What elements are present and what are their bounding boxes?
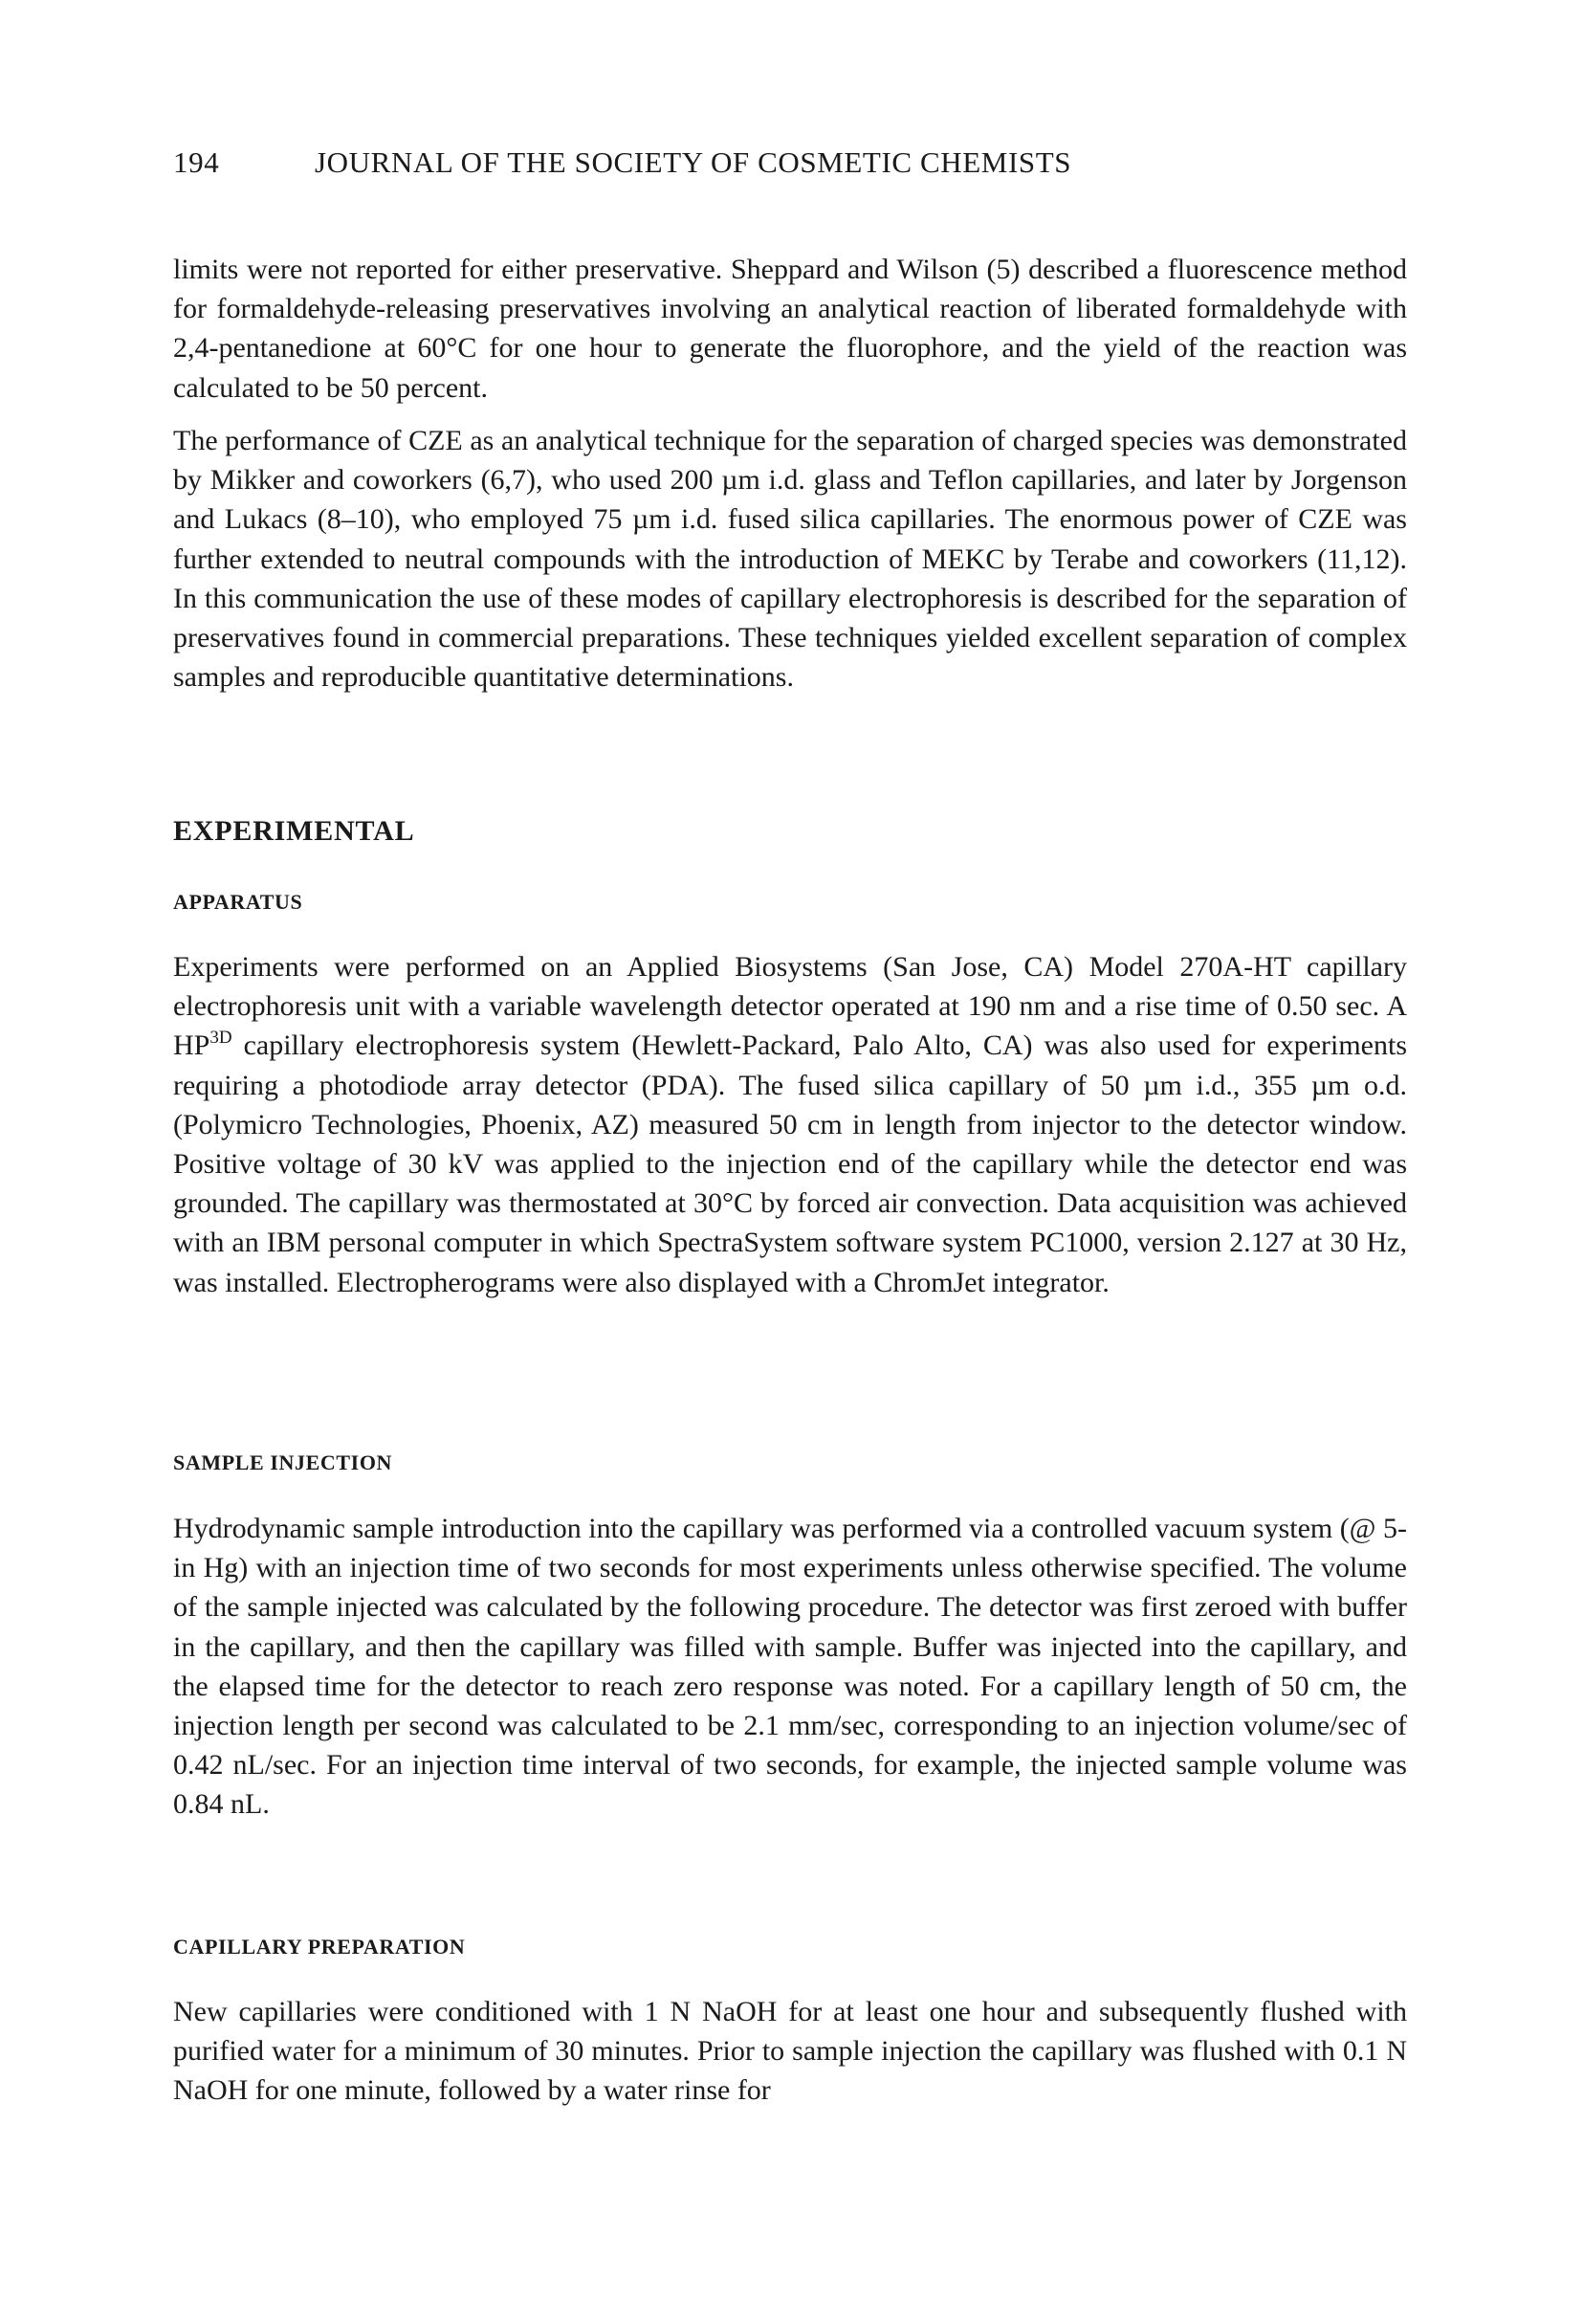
section-heading-experimental: EXPERIMENTAL: [173, 815, 415, 847]
apparatus-paragraph: [173, 947, 1407, 1302]
apparatus-text-part-1: Experiments were performed on an Applied Biosystems (San Jose, CA) Model 270A-HT capillary electrophoresis unit with a variable wavelength detector operated at 190 nm and a rise time of 0.50 sec. A HP: [173, 951, 1407, 1062]
apparatus-superscript: 3D: [209, 1028, 232, 1049]
subsection-heading-sample-injection: SAMPLE INJECTION: [173, 1450, 393, 1474]
journal-title: JOURNAL OF THE SOCIETY OF COSMETIC CHEMISTS: [315, 145, 1072, 179]
running-head: [173, 145, 1417, 180]
intro-paragraph-2: The performance of CZE as an analytical technique for the separation of charged species was demonstrated by Mikker and coworkers (6,7), who used 200 µm i.d. glass and Teflon capillaries, and later by Jorgenson and Lukacs (8–10), who employed 75 µm i.d. fused silica capillaries. The enormous power of CZE was further extended to neutral compounds with the introduction of MEKC by Terabe and coworkers (11,12). In this communication the use of these modes of capillary electrophoresis is described for the separation of preservatives found in commercial preparations. These techniques yielded excellent separation of complex samples and reproducible quantitative determinations.: [173, 425, 1407, 694]
subsection-heading-apparatus: APPARATUS: [173, 890, 303, 914]
page-number: 194: [173, 145, 220, 179]
intro-paragraph-1: limits were not reported for either preservative. Sheppard and Wilson (5) described a fluorescence method for formaldehyde-releasing preservatives involving an analytical reaction of liberated formaldehyde with 2,4-pentanedione at 60°C for one hour to generate the fluorophore, and the yield of the reaction was calculated to be 50 percent.: [173, 254, 1407, 404]
sample-injection-paragraph: Hydrodynamic sample introduction into the capillary was performed via a controlled vacuum system (@ 5-in Hg) with an injection time of two seconds for most experiments unless otherwise specified. The volume of the sample injected was calculated by the following procedure. The detector was first zeroed with buffer in the capillary, and then the capillary was filled with sample. Buffer was injected into the capillary, and the elapsed time for the detector to reach zero response was noted. For a capillary length of 50 cm, the injection length per second was calculated to be 2.1 mm/sec, corresponding to an injection volume/sec of 0.42 nL/sec. For an injection time interval of two seconds, for example, the injected sample volume was 0.84 nL.: [173, 1513, 1407, 1821]
subsection-heading-capillary-preparation: CAPILLARY PREPARATION: [173, 1935, 466, 1959]
capillary-preparation-paragraph: New capillaries were conditioned with 1 N NaOH for at least one hour and subsequently flushed with purified water for a minimum of 30 minutes. Prior to sample injection the capillary was flushed with 0.1 N NaOH for one minute, followed by a water rinse for: [173, 1996, 1407, 2107]
apparatus-text-part-2: capillary electrophoresis system (Hewlett-Packard, Palo Alto, CA) was also used for experiments requiring a photodiode array detector (PDA). The fused silica capillary of 50 µm i.d., 355 µm o.d. (Polymicro Technologies, Phoenix, AZ) measured 50 cm in length from injector to the detector window. Positive voltage of 30 kV was applied to the injection end of the capillary while the detector end was grounded. The capillary was thermostated at 30°C by forced air convection. Data acquisition was achieved with an IBM personal computer in which SpectraSystem software system PC1000, version 2.127 at 30 Hz, was installed. Electropherograms were also displayed with a ChromJet integrator.: [173, 1029, 1407, 1298]
